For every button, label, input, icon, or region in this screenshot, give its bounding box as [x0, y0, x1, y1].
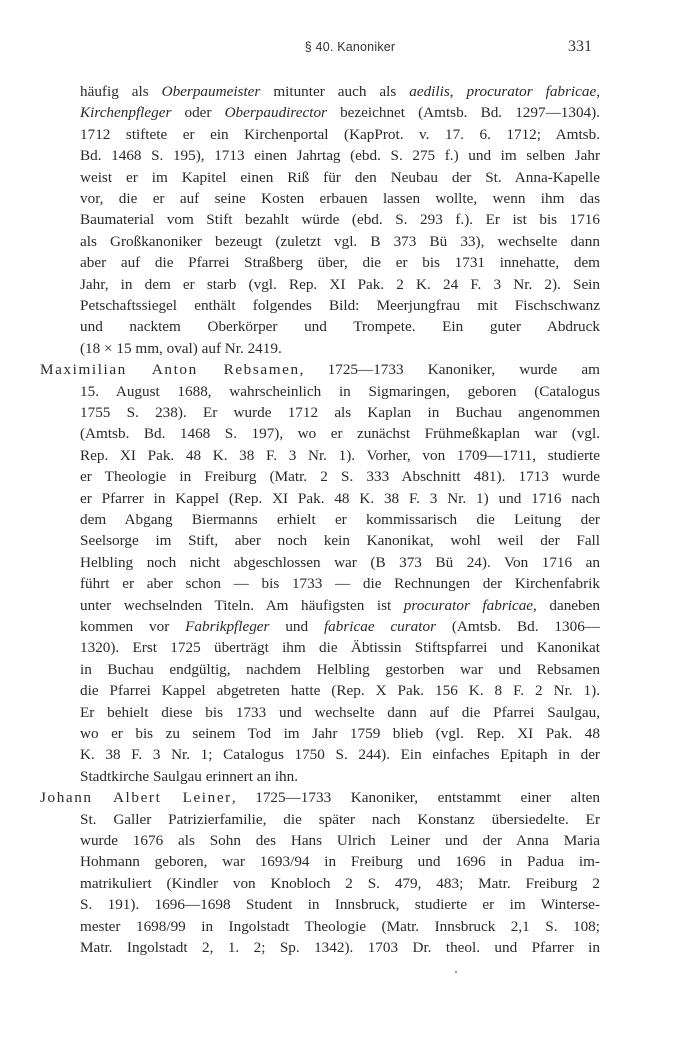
text-span: ,	[449, 83, 467, 100]
text-span: matrikuliert (Kindler von Knobloch 2 S. 479, 483; Matr. Freiburg 2	[80, 874, 600, 892]
text-span: 1320). Erst 1725 überträgt ihm die Äbtissin Stiftspfarrei und Kanonikat	[80, 639, 600, 657]
text-span: Hohmann geboren, war 1693/94 in Freiburg und 1696 in Padua im-	[80, 853, 600, 871]
text-line	[80, 874, 600, 894]
text-span: wurde 1676 als Sohn des Hans Ulrich Leiner und der Anna Maria	[80, 832, 600, 849]
text-line	[80, 617, 600, 637]
text-line	[80, 424, 600, 444]
text-line	[80, 531, 600, 551]
text-line	[80, 574, 600, 594]
text-line	[80, 189, 600, 209]
speck-mark	[455, 971, 457, 973]
text-span: , 1725—1733 Kanoniker, wurde am	[299, 361, 600, 379]
text-line	[80, 210, 600, 230]
italic-term: Kirchenpfleger	[80, 104, 172, 122]
text-span: St. Galler Patrizierfamilie, die später nach Konstanz übersiedelte. Er	[80, 810, 600, 828]
text-line	[40, 360, 600, 380]
text-span: (18 × 15 mm, oval) auf Nr. 2419.	[80, 339, 282, 357]
italic-term: procurator fabricae	[403, 596, 534, 614]
text-span: , 1725—1733 Kanoniker, entstammt einer alten	[231, 789, 600, 807]
text-span: er Pfarrer in Kappel (Rep. XI Pak. 48 K. 38 F. 3 Nr. 1) und 1716 nach	[80, 489, 600, 507]
text-line	[80, 103, 600, 123]
text-span: führt er aber schon — bis 1733 — die Rechnungen der Kirchenfabrik	[80, 575, 600, 593]
text-span: 1712 stiftete er ein Kirchenportal (KapProt. v. 17. 6. 1712; Amtsb.	[80, 125, 600, 143]
text-line	[80, 724, 600, 744]
text-line	[80, 596, 600, 616]
text-span: und	[269, 618, 324, 635]
text-line	[80, 510, 600, 530]
text-span: er Theologie in Freiburg (Matr. 2 S. 333 Abschnitt 481). 1713 wurde	[80, 468, 600, 486]
text-line	[80, 703, 600, 723]
entry-name: Johann Albert Leiner	[40, 789, 232, 807]
text-line	[80, 168, 600, 188]
text-span: Rep. XI Pak. 48 K. 38 F. 3 Nr. 1). Vorher, von 1709—1711, studierte	[80, 446, 600, 464]
text-line	[80, 382, 600, 402]
text-span: Baumaterial vom Stift bezahlt würde (ebd. S. 293 f.). Er ist bis 1716	[80, 211, 600, 229]
text-span: (Amtsb. Bd. 1306—	[435, 618, 600, 635]
text-span: häufig als	[80, 83, 162, 100]
text-span: vor, die er auf seine Kosten erbauen lassen wollte, wenn ihm das	[80, 190, 600, 207]
text-line	[80, 403, 600, 423]
text-span: weist er im Kapitel einen Riß für den Neubau der St. Anna-Kapelle	[80, 168, 600, 186]
text-line	[80, 467, 600, 487]
text-span: kommen vor	[80, 618, 186, 635]
text-span: Helbling noch nicht abgeschlossen war (B 373 Bü 24). Von 1716 an	[80, 553, 600, 571]
italic-term: fabricae curator	[323, 618, 436, 635]
text-span: (Amtsb. Bd. 1468 S. 197), wo er zunächst Frühmeßkaplan war (vgl.	[80, 425, 600, 443]
text-line	[80, 339, 600, 359]
text-span: aber auf die Pfarrei Straßberg über, die er bis 1731 innehatte, dem	[80, 254, 600, 272]
entry-name: Maximilian Anton Rebsamen	[40, 361, 300, 379]
italic-term: Fabrikpfleger	[185, 618, 270, 635]
text-span: ,	[596, 83, 601, 100]
text-line	[80, 831, 600, 851]
text-span: in Buchau endgültig, nachdem Helbling gestorben war und Rebsamen	[80, 660, 600, 678]
text-line	[80, 446, 600, 466]
text-line	[80, 296, 600, 316]
text-line	[80, 745, 600, 765]
text-span: Seelsorge im Stift, aber noch kein Kanonikat, wohl weil der Fall	[80, 532, 600, 550]
text-line	[80, 489, 600, 509]
text-span: die Pfarrei Kappel abgetreten hatte (Rep. X Pak. 156 K. 8 F. 2 Nr. 1).	[80, 682, 600, 700]
text-span: Er behielt diese bis 1733 und wechselte dann auf die Pfarrei Saulgau,	[80, 703, 600, 721]
text-line	[80, 681, 600, 701]
text-span: Stadtkirche Saulgau erinnert an ihn.	[80, 767, 299, 785]
text-line	[80, 253, 600, 273]
text-line	[40, 788, 600, 808]
text-line	[80, 317, 600, 337]
text-line	[80, 852, 600, 872]
italic-term: procurator fabricae	[466, 83, 597, 100]
text-span: 15. August 1688, wahrscheinlich in Sigmaringen, geboren (Catalogus	[80, 382, 600, 400]
text-span: K. 38 F. 3 Nr. 1; Catalogus 1750 S. 244). Ein einfaches Epitaph in der	[80, 746, 600, 764]
text-span: dem Abgang Biermanns erhielt er kommissarisch die Leitung der	[80, 511, 600, 528]
text-span: mester 1698/99 in Ingolstadt Theologie (Matr. Innsbruck 2,1 S. 108;	[80, 917, 600, 935]
text-line	[80, 938, 600, 958]
text-line	[80, 232, 600, 252]
text-line	[80, 125, 600, 145]
text-span: Bd. 1468 S. 195), 1713 einen Jahrtag (ebd. S. 275 f.) und im selben Jahr	[80, 147, 600, 165]
text-line	[80, 660, 600, 680]
text-line	[80, 895, 600, 915]
page-number: 331	[568, 38, 592, 55]
text-line	[80, 638, 600, 658]
text-line	[80, 553, 600, 573]
text-span: Jahr, in dem er starb (vgl. Rep. XI Pak. 2 K. 24 F. 3 Nr. 2). Sein	[80, 275, 600, 293]
italic-term: Oberpaudirector	[224, 104, 327, 122]
text-span: oder	[171, 104, 225, 122]
text-span: Matr. Ingolstadt 2, 1. 2; Sp. 1342). 1703 Dr. theol. und Pfarrer in	[80, 939, 600, 956]
text-span: 1755 S. 238). Er wurde 1712 als Kaplan in Buchau angenommen	[80, 404, 600, 421]
text-span: und nacktem Oberkörper und Trompete. Ein guter Abdruck	[80, 318, 600, 336]
text-line	[80, 275, 600, 295]
text-span: unter wechselnden Titeln. Am häufigsten ist	[80, 596, 404, 614]
text-line	[80, 767, 600, 787]
text-span: als Großkanoniker bezeugt (zuletzt vgl. B 373 Bü 33), wechselte dann	[80, 232, 600, 250]
running-header: § 40. Kanoniker	[304, 40, 396, 54]
text-span: Petschaftssiegel enthält folgendes Bild: Meerjungfrau mit Fischschwanz	[80, 297, 600, 314]
text-line	[80, 810, 600, 830]
italic-term: aedilis	[409, 83, 450, 100]
text-span: wo er bis zu seinem Tod im Jahr 1759 blieb (vgl. Rep. XI Pak. 48	[80, 725, 600, 742]
text-line	[80, 82, 600, 102]
italic-term: Oberpaumeister	[161, 83, 261, 100]
text-span: , daneben	[533, 596, 600, 614]
text-line	[80, 917, 600, 937]
text-line	[80, 146, 600, 166]
text-span: mitunter auch als	[260, 83, 410, 100]
text-span: S. 191). 1696—1698 Student in Innsbruck, studierte er im Winterse-	[80, 896, 600, 914]
text-span: bezeichnet (Amtsb. Bd. 1297—1304).	[326, 104, 600, 122]
